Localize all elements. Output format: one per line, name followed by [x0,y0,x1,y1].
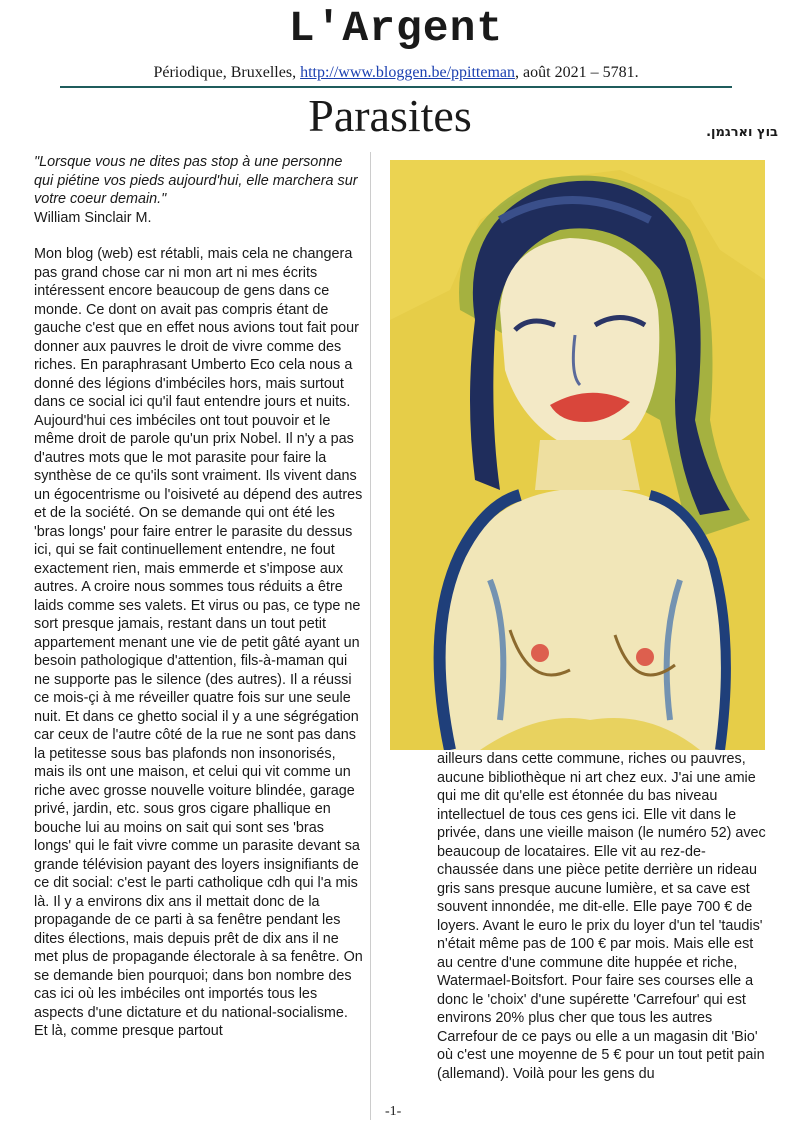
page-number: -1- [385,1104,402,1119]
left-column [34,153,364,1041]
hebrew-author-signature: בוץ וארגמן. [706,125,778,140]
body-text-right: ailleurs dans cette commune, riches ou pauvres, aucune bibliothèque ni art chez eux. J'ai une amie qui me dit qu'elle est étonnée du bas niveau intellectuel de tous ces gens ici. Elle vit dans le privée, dans une vieille maison (le numéro 52) avec beaucoup de locataires. Elle vit au rez-de-chaussée dans une pièce petite derrière un rideau gris sans presque aucune lumière, et sa cave est souvent innondée, me dit-elle. Elle paye 700 € de loyers. Avant le euro le prix du loyer d'un tel 'taudis' n'était même pas de 100 € par mois. Mais elle est au centre d'une commune dite huppée et riche, Watermael-Boitsfort. Pour faire ses courses elle a donc le 'choix' d'une supérette 'Carrefour' qui est environs 20% plus cher que tous les autres Carrefour de ce pays ou elle a un magasin dit 'Bio' où c'est une moyenne de 5 € pour un tout petit pain (allemand). Voilà pour les gens du [437,751,766,1082]
epigraph-quote: "Lorsque vous ne dites pas stop à une personne qui piétine vos pieds aujourd'hui, elle marchera sur votre coeur demain." [34,154,358,207]
blog-link[interactable]: http://www.bloggen.be/ppitteman [300,64,516,81]
painting-image [390,160,765,750]
column-separator [370,152,371,1120]
right-column [437,750,767,1083]
publication-date: , août 2021 – 5781. [515,64,639,81]
publication-line [0,63,792,83]
body-text-left: Mon blog (web) est rétabli, mais cela ne changera pas grand chose car ni mon art ni mes écrits intéressent encore beaucoup de gens dans ce monde. Ce dont on avait pas compris étant de gauche c'est que en effet nous avions tout fait pour donner aux pauvres le droit de vivre comme des riches. En paraphrasant Umberto Eco cela nous a donné des légions d'imbéciles hors, mais surtout dans ce social ici qu'il faut entendre jours et nuits. Aujourd'hui ces imbéciles ont tout pouvoir et le même droit de parole qu'un prix Nobel. Il n'y a pas d'autres mots que le mot parasite pour faire la synthèse de ce qu'ils sont vraiment. Ils vivent dans un égocentrisme ou l'oisiveté au dépend des autres et de la société. On se demande qui ont été les 'bras longs' pour faire entrer le parasite du dessus ici, qui se fait continuellement entendre, ne fout exactement rien, mais emmerde et s'impose aux autres. A croire nous sommes tous réduits a être laids comme ses valets. Et virus ou pas, ce type ne sort presque jamais, restant dans un tout petit appartement menant une vie de petit gâté ayant un besoin pathologique d'attention, fils-à-maman qui ne supporte pas le silence (des autres). Il a réussi ce mois-çi à me réveiller quatre fois sur une seule nuit. Et dans ce ghetto social il y a une ségrégation car ceux de l'autre côté de la rue ne sont pas dans la petitesse sous bas plafonds non insonorisés, mais ils ont une maison, et celui qui vit comme un riche avec grosse nouvelle voiture blindée, garage privé, jardin, etc. sous gros cigare phallique en bouche lui au moins on sait qui sont ses 'bras longs' qui le fait vivre comme un parasite devant sa grande télévision payant des loyers insignifiants de ce dit social: c'est le parti catholique cdh qui l'a mis là. Il y a environs dix ans il mettait donc de la propagande de ce parti à sa fenêtre pendant les dites élections, mais depuis prêt de dix ans il ne met plus de propagande électorale à sa fenêtre. On se demande bien pourquoi; dans bon nombre des cas ici où les imbéciles ont importés tous les aspects d'une dictature et du national-socialisme. Et là, comme presque partout [34,246,363,1039]
masthead: L'Argent [288,4,504,53]
article-title: Parasites [308,90,472,141]
epigraph-author: William Sinclair M. [34,209,152,226]
publication-prefix: Périodique, Bruxelles, [153,64,301,81]
portrait-painting [390,160,765,750]
